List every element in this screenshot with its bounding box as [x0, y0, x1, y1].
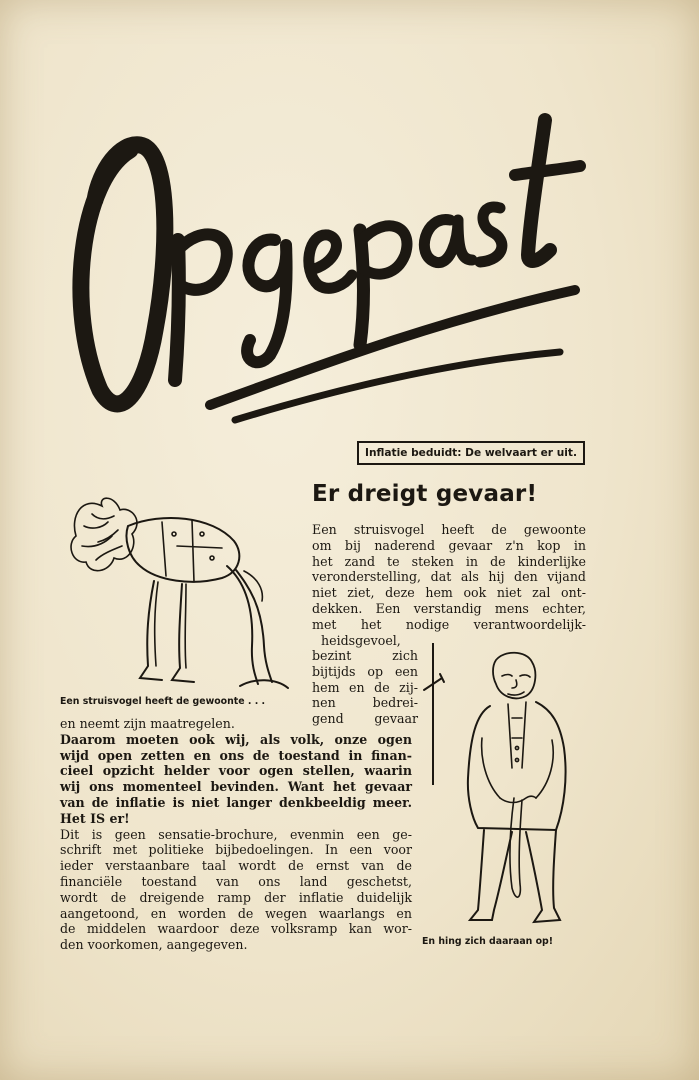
text-line: wijd open zetten en ons de toestand in finan- [60, 747, 412, 763]
text-line: bezint zich [312, 648, 418, 663]
text-line: cieel opzicht helder voor ogen stellen, waarin [60, 763, 412, 779]
text-line: Een struisvogel heeft de gewoonte [312, 522, 586, 537]
text-line: van de inflatie is niet langer denkbeeldig meer. [60, 794, 412, 810]
text-line: Het IS er! [60, 810, 130, 826]
text-line: bijtijds op een [312, 663, 418, 679]
text-line: schrift met politieke bijbedoelingen. In een voor [60, 842, 412, 858]
text-line: nen bedrei- [312, 695, 418, 711]
man-caption: En hing zich daaraan op! [422, 936, 554, 947]
tagline-box: Inflatie beduidt: De welvaart er uit. [357, 441, 585, 465]
man-with-rope-illustration [456, 648, 581, 933]
text-line: Daarom moeten ook wij, als volk, onze ogen [60, 731, 412, 747]
text-line: Dit is geen sensatie-brochure, evenmin een ge- [60, 826, 412, 842]
text-line: heidsgevoel, [321, 632, 401, 648]
intro-paragraph [312, 522, 586, 648]
text-line: niet ziet, deze hem ook niet zal ont- [312, 585, 586, 601]
text-line: dekken. Een verstandig mens echter, [312, 600, 586, 616]
ostrich-caption: Een struisvogel heeft de gewoonte . . . [60, 696, 266, 707]
text-line: veronderstelling, dat als hij den vijand [312, 569, 586, 585]
text-line: en neemt zijn maatregelen. [60, 716, 235, 731]
vertical-rule [432, 643, 434, 785]
text-line: het zand te steken in de kinderlijke [312, 553, 586, 569]
text-line: hem en de zij- [312, 679, 418, 695]
headline: Er dreigt gevaar! [312, 481, 538, 507]
text-line: de middelen waardoor deze volksramp kan wor- [60, 921, 412, 937]
text-line: wij ons momenteel bevinden. Want het gevaar [60, 779, 412, 795]
masthead-title-logo [60, 90, 600, 430]
text-line: aangetoond, en worden de wegen waarlangs en [60, 905, 412, 921]
text-line: om bij naderend gevaar z'n kop in [312, 537, 586, 553]
ostrich-illustration [62, 486, 292, 691]
text-line: met het nodige verantwoordelijk- [312, 616, 586, 632]
nail-icon [420, 668, 450, 698]
text-line: gend gevaar [312, 711, 418, 727]
text-line: wordt de dreigende ramp der inflatie duidelijk [60, 889, 412, 905]
text-line: den voorkomen, aangegeven. [60, 937, 248, 953]
text-line: financiële toestand van ons land geschetst, [60, 873, 412, 889]
text-line: ieder verstaanbare taal wordt de ernst van de [60, 858, 412, 874]
main-paragraphs [60, 716, 412, 953]
